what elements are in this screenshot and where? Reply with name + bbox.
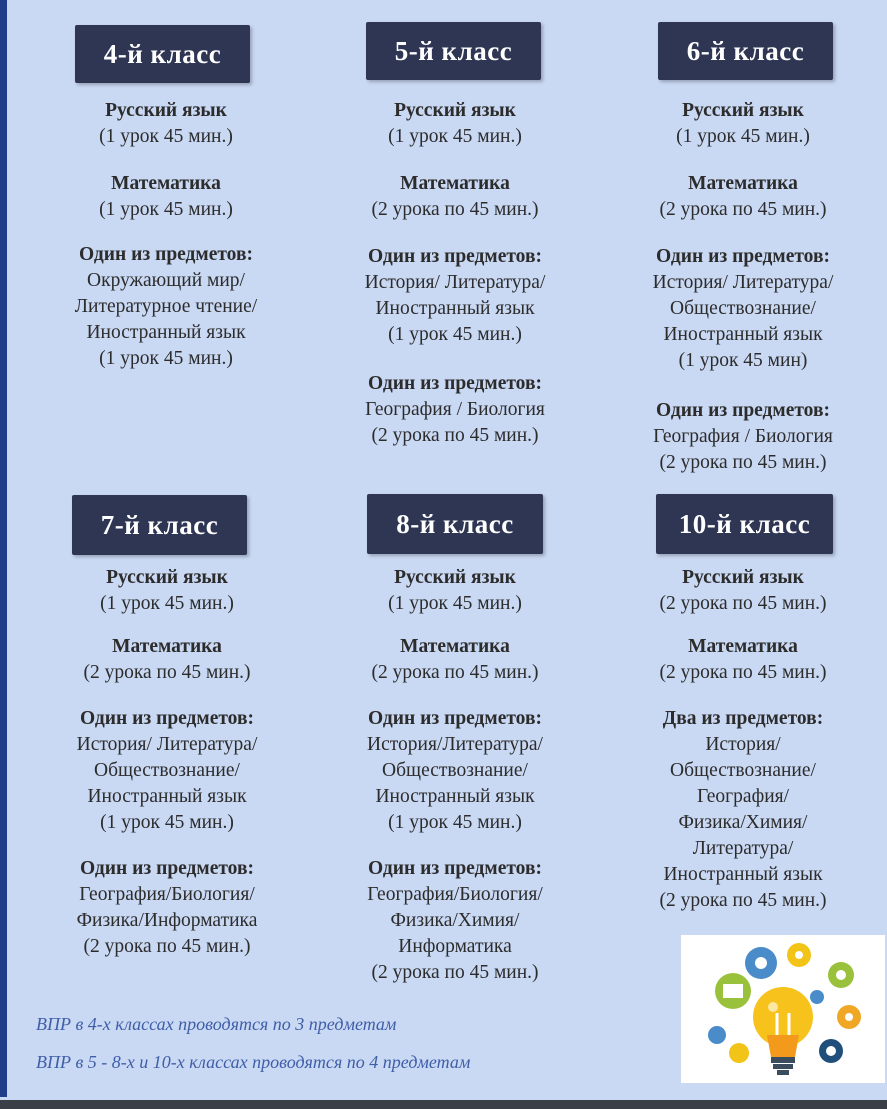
subject-title: Один из предметов:: [656, 400, 830, 421]
grade-10-block-3: [613, 706, 873, 914]
grade-badge-7: 7-й класс: [72, 495, 247, 555]
subject-title: Два из предметов:: [662, 708, 824, 729]
subject-title: Один из предметов:: [80, 858, 254, 879]
subject-line: (1 урок 45 мин.): [676, 126, 810, 147]
subject-line: Окружающий мир/: [87, 270, 245, 291]
subject-line: Литература/: [692, 838, 794, 859]
subject-title: Русский язык: [394, 567, 516, 588]
grade-8-block-2: [325, 634, 585, 686]
grade-badge-5: 5-й класс: [366, 22, 541, 80]
subject-line: (1 урок 45 мин.): [99, 126, 233, 147]
subject-title: Русский язык: [105, 100, 227, 121]
subject-line: География/Биология/: [79, 884, 255, 905]
grade-5-block-1: [325, 98, 585, 150]
subject-line: (1 урок 45 мин.): [388, 812, 522, 833]
grade-6-block-2: [613, 171, 873, 223]
grade-5-block-4: [325, 371, 585, 449]
grade-badge-8: 8-й класс: [367, 494, 543, 554]
grade-8-block-3: [325, 706, 585, 836]
left-border: [0, 0, 7, 1097]
lightbulb-gears-icon: [681, 935, 885, 1083]
subject-line: История/Литература/: [367, 734, 543, 755]
subject-line: Литературное чтение/: [74, 296, 258, 317]
subject-title: Один из предметов:: [368, 246, 542, 267]
subject-line: Обществознание/: [94, 760, 240, 781]
subject-line: Физика/Информатика: [76, 910, 258, 931]
subject-line: География/: [696, 786, 790, 807]
subject-line: (1 урок 45 мин.): [99, 348, 233, 369]
grade-6-block-4: [613, 398, 873, 476]
grade-badge-4: 4-й класс: [75, 25, 250, 83]
subject-title: Один из предметов:: [368, 858, 542, 879]
note-grade-4: ВПР в 4-х классах проводятся по 3 предметам: [36, 1014, 397, 1034]
subject-line: Иностранный язык: [87, 786, 247, 807]
subject-line: Обществознание/: [670, 760, 816, 781]
subject-title: Один из предметов:: [368, 373, 542, 394]
subject-title: Русский язык: [682, 100, 804, 121]
subject-line: (2 урока по 45 мин.): [371, 199, 539, 220]
subject-line: География / Биология: [365, 399, 545, 420]
subject-line: История/: [705, 734, 781, 755]
subject-line: (1 урок 45 мин.): [99, 199, 233, 220]
grade-6-block-1: [613, 98, 873, 150]
grade-8-block-1: [325, 565, 585, 617]
subject-line: (2 урока по 45 мин.): [371, 425, 539, 446]
subject-line: Иностранный язык: [663, 324, 823, 345]
subject-line: Физика/Химия/: [390, 910, 520, 931]
subject-line: История/ Литература/: [364, 272, 546, 293]
subject-title: Математика: [400, 173, 510, 194]
grade-10-block-2: [613, 634, 873, 686]
subject-line: (2 урока по 45 мин.): [83, 662, 251, 683]
subject-line: (2 урока по 45 мин.): [371, 662, 539, 683]
grade-4-block-3: [36, 242, 296, 372]
subject-line: (2 урока по 45 мин.): [83, 936, 251, 957]
subject-line: География/Биология/: [367, 884, 543, 905]
grade-4-block-1: [36, 98, 296, 150]
grade-badge-10: 10-й класс: [656, 494, 833, 554]
grade-4-block-2: [36, 171, 296, 223]
subject-title: Один из предметов:: [656, 246, 830, 267]
subject-line: Обществознание/: [382, 760, 528, 781]
subject-line: (1 урок 45 мин.): [100, 593, 234, 614]
subject-line: (1 урок 45 мин.): [388, 593, 522, 614]
subject-line: (1 урок 45 мин.): [388, 324, 522, 345]
subject-line: (1 урок 45 мин.): [100, 812, 234, 833]
subject-title: Математика: [111, 173, 221, 194]
subject-line: Иностранный язык: [375, 786, 535, 807]
subject-line: (2 урока по 45 мин.): [659, 662, 827, 683]
subject-title: Математика: [688, 636, 798, 657]
subject-line: (2 урока по 45 мин.): [659, 199, 827, 220]
grade-5-block-2: [325, 171, 585, 223]
subject-line: Информатика: [398, 936, 512, 957]
subject-title: Один из предметов:: [79, 244, 253, 265]
subject-line: Физика/Химия/: [678, 812, 808, 833]
grade-7-block-4: [37, 856, 297, 960]
subject-line: Иностранный язык: [86, 322, 246, 343]
note-grades-5-10: ВПР в 5 - 8-х и 10-х классах проводятся по 4 предметам: [36, 1052, 471, 1072]
subject-title: Русский язык: [682, 567, 804, 588]
subject-title: Один из предметов:: [368, 708, 542, 729]
subject-line: География / Биология: [653, 426, 833, 447]
grade-7-block-3: [37, 706, 297, 836]
grade-7-block-1: [37, 565, 297, 617]
subject-line: Иностранный язык: [663, 864, 823, 885]
grade-8-block-4: [325, 856, 585, 986]
subject-line: (2 урока по 45 мин.): [659, 593, 827, 614]
subject-line: (2 урока по 45 мин.): [371, 962, 539, 983]
subject-line: (2 урока по 45 мин.): [659, 452, 827, 473]
bottom-bar: [0, 1100, 887, 1109]
subject-line: Обществознание/: [670, 298, 816, 319]
subject-line: (1 урок 45 мин): [678, 350, 808, 371]
subject-title: Один из предметов:: [80, 708, 254, 729]
subject-title: Математика: [688, 173, 798, 194]
grade-7-block-2: [37, 634, 297, 686]
subject-line: (2 урока по 45 мин.): [659, 890, 827, 911]
grade-6-block-3: [613, 244, 873, 374]
subject-line: История/ Литература/: [76, 734, 258, 755]
subject-title: Математика: [112, 636, 222, 657]
grade-5-block-3: [325, 244, 585, 348]
subject-title: Математика: [400, 636, 510, 657]
subject-title: Русский язык: [394, 100, 516, 121]
subject-title: Русский язык: [106, 567, 228, 588]
grade-badge-6: 6-й класс: [658, 22, 833, 80]
subject-line: История/ Литература/: [652, 272, 834, 293]
subject-line: (1 урок 45 мин.): [388, 126, 522, 147]
grade-10-block-1: [613, 565, 873, 617]
subject-line: Иностранный язык: [375, 298, 535, 319]
